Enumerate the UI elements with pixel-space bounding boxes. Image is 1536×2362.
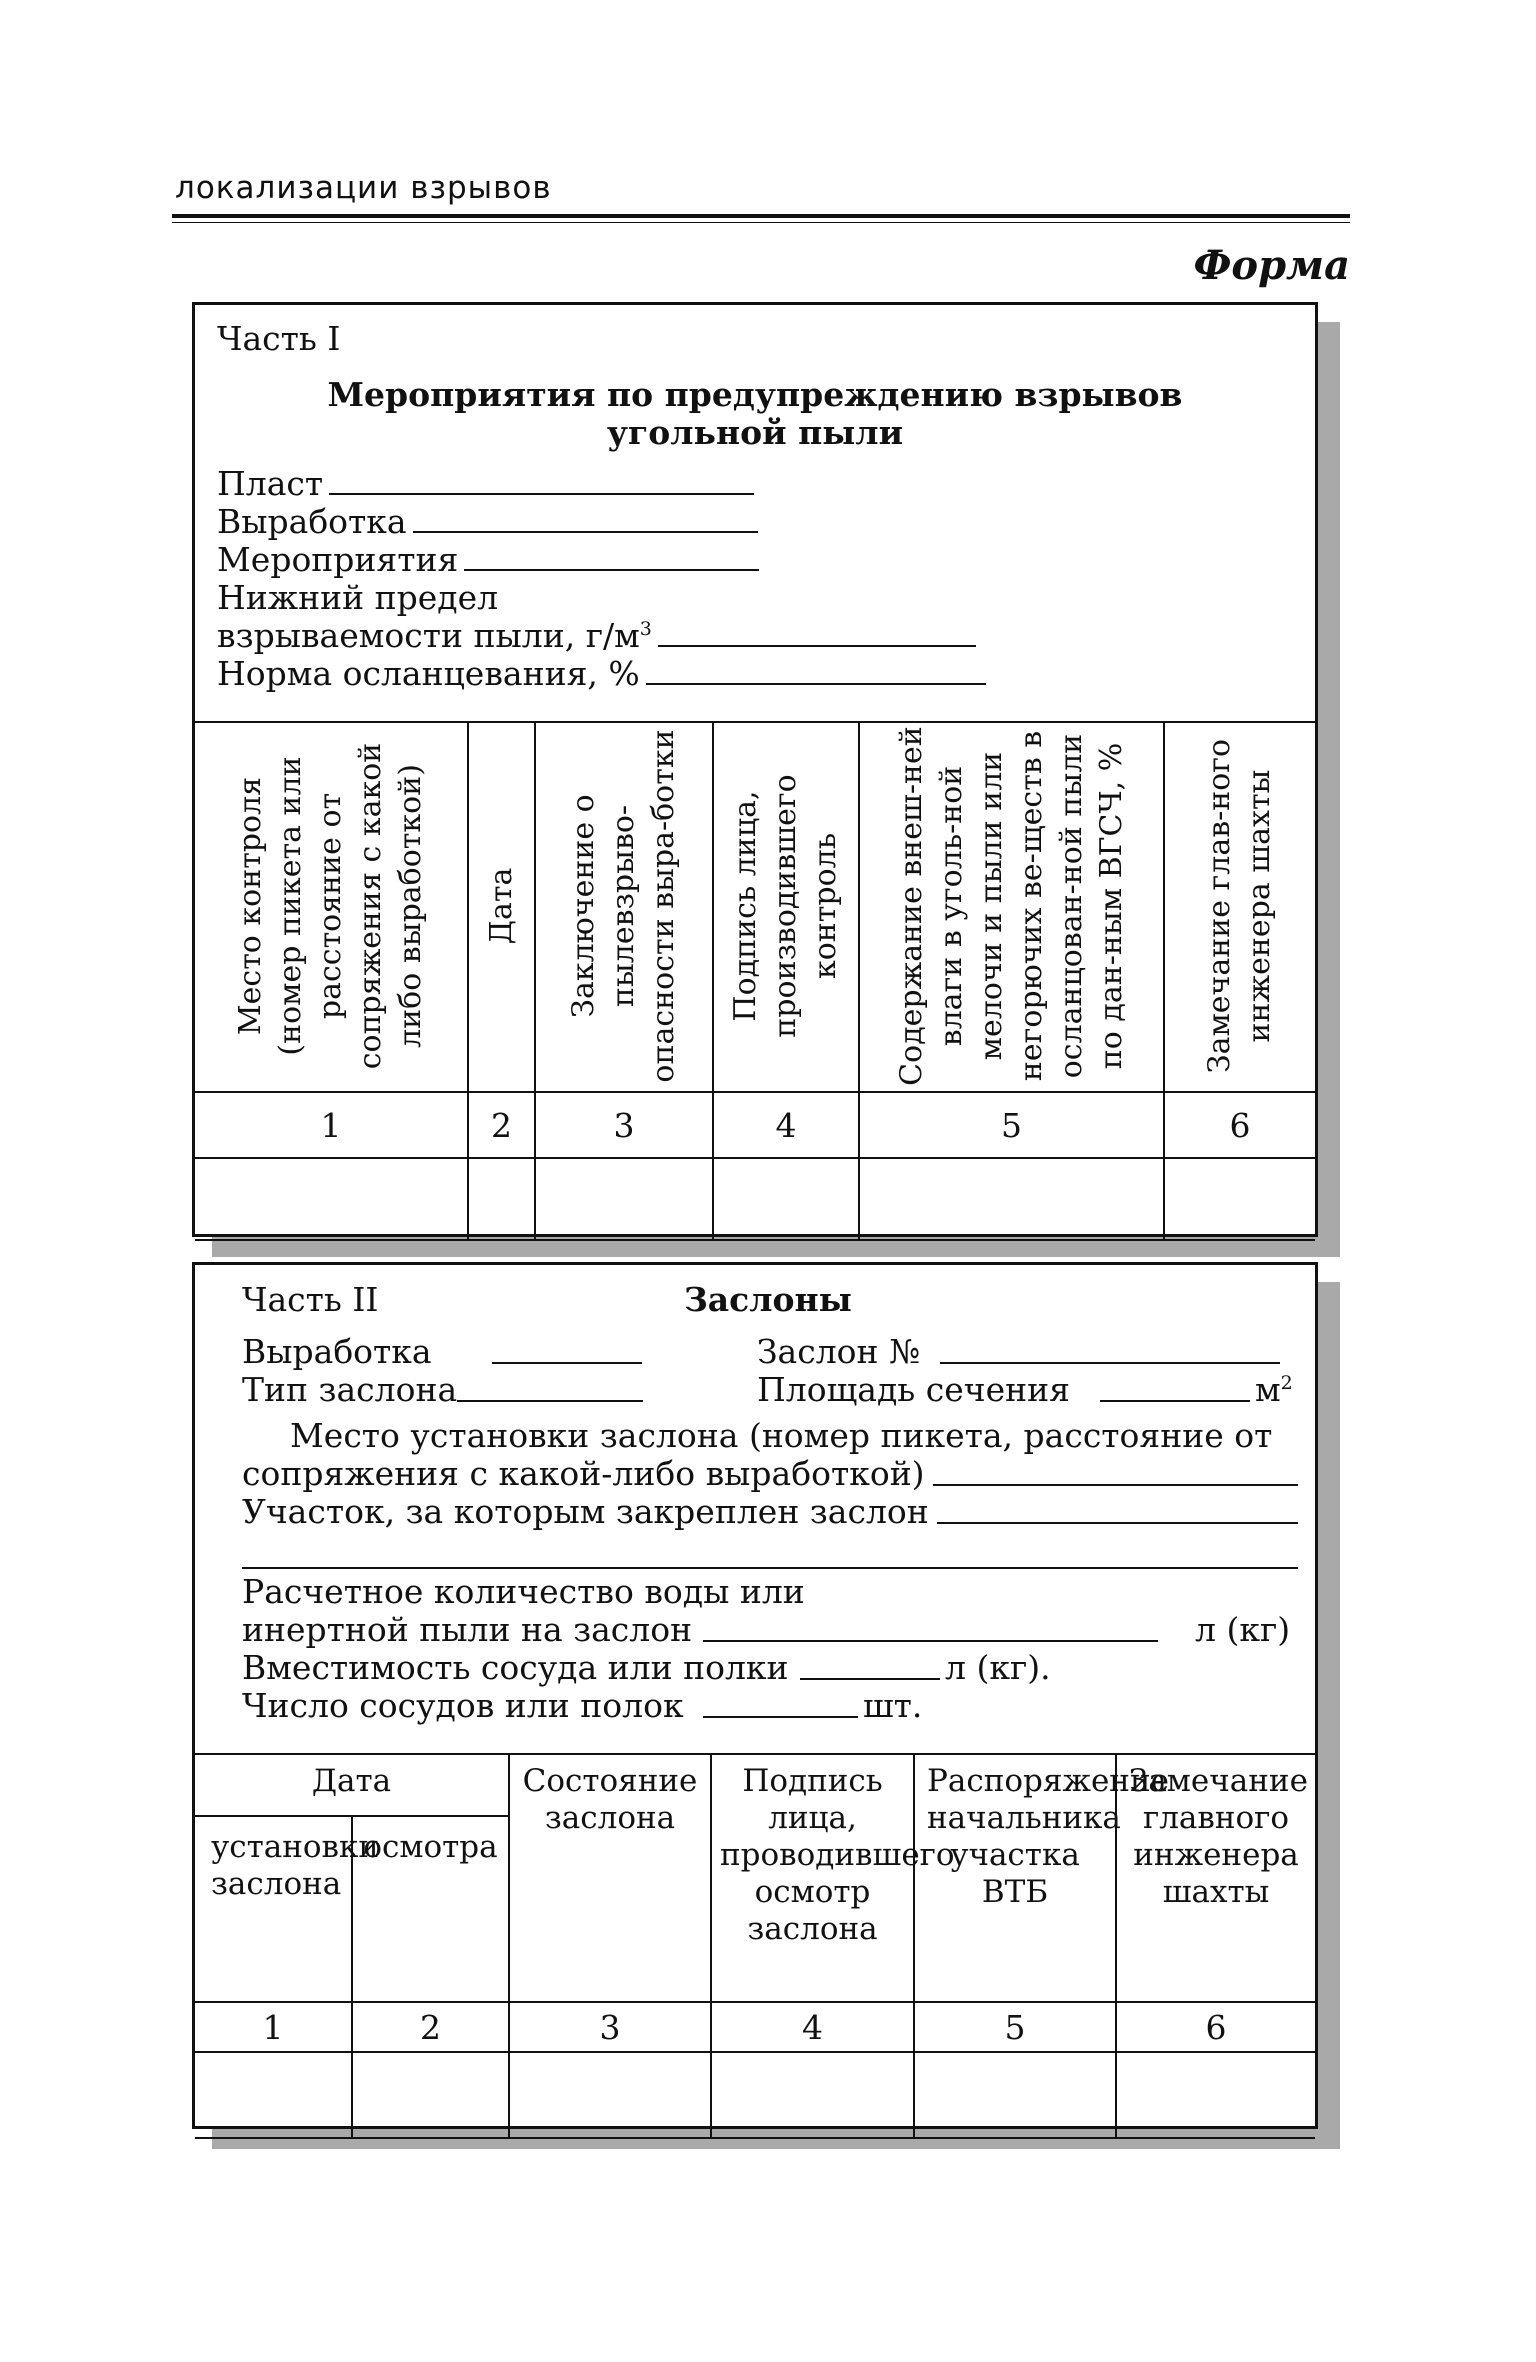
col-number: 1: [195, 1092, 468, 1158]
field-location-line[interactable]: [933, 1484, 1298, 1486]
field-working-label-2: Выработка: [242, 1332, 432, 1371]
col-header-signature: Подпись лица, производившего контроль: [713, 721, 859, 1092]
table-cell-empty[interactable]: [195, 2052, 352, 2138]
col-number: 3: [535, 1092, 713, 1158]
field-section-line-2[interactable]: [242, 1567, 1298, 1569]
table-cell-empty[interactable]: [468, 1158, 535, 1240]
field-stone-dust-norm[interactable]: [217, 655, 986, 693]
part1-table: [195, 721, 1315, 1241]
part1-form: [192, 302, 1318, 1237]
table-cell-empty[interactable]: [535, 1158, 713, 1240]
col-header-date-inspect: осмотра: [352, 1816, 509, 2002]
table-cell-empty[interactable]: [1116, 2052, 1315, 2138]
field-lower-limit-label: Нижний предел: [217, 578, 499, 617]
field-measures[interactable]: [217, 541, 759, 579]
field-section-line[interactable]: [937, 1522, 1298, 1524]
col-number: 5: [859, 1092, 1164, 1158]
field-working-label: Выработка: [217, 502, 407, 541]
table-cell-empty[interactable]: [1164, 1158, 1315, 1240]
table-cell-empty[interactable]: [711, 2052, 914, 2138]
part2-shadow-right: [1318, 1282, 1340, 2149]
field-vessels-line[interactable]: [703, 1716, 858, 1718]
header-rule-thin: [172, 222, 1350, 223]
part2-label: Часть II: [242, 1280, 379, 1319]
part2-header: [195, 1265, 1315, 1755]
section-label: Участок, за которым закреплен заслон: [242, 1492, 929, 1531]
field-lower-limit-text: взрываемости пыли, г/м: [217, 616, 640, 655]
part2-form: [192, 1262, 1318, 2129]
field-lower-limit[interactable]: [217, 617, 976, 655]
col-header-date: Дата: [468, 721, 535, 1092]
col-number: 2: [352, 2002, 509, 2052]
part1-header: [195, 305, 1315, 723]
calc-text-2: инертной пыли на заслон: [242, 1610, 693, 1649]
part2-title: Заслоны: [684, 1280, 852, 1319]
calc-unit: л (кг): [1195, 1610, 1291, 1649]
col-header-remark: Замечание главного инженера шахты: [1116, 1753, 1315, 2002]
field-stone-dust-label: Норма осланцевания, %: [217, 654, 640, 693]
table-cell-empty[interactable]: [713, 1158, 859, 1240]
part1-title-line1: Мероприятия по предупреждению взрывов: [327, 375, 1183, 414]
col-header-date: Дата: [195, 1753, 509, 1816]
cross-section-unit: $м^2$: [1255, 1370, 1293, 1409]
unit-superscript: 3: [639, 618, 652, 640]
field-seam[interactable]: [217, 465, 754, 503]
table-cell-empty[interactable]: [195, 1158, 468, 1240]
col-header-signature: Подпись лица, проводившего осмотр заслона: [711, 1753, 914, 2002]
col-number: 4: [713, 1092, 859, 1158]
col-header-date-install: установки заслона: [195, 1816, 352, 2002]
field-barrier-type-label: Тип заслона: [242, 1370, 458, 1409]
col-header-conclusion: Заключение о пылевзрыво-опасности выра-ботки: [535, 721, 713, 1092]
field-barrier-no-line[interactable]: [940, 1362, 1280, 1364]
col-header-state: Состояние заслона: [509, 1753, 711, 2002]
location-text-2: сопряжения с какой-либо выработкой): [242, 1454, 925, 1493]
col-header-control-place: Место контроля (номер пикета или расстояние от сопряжения с какой либо выработкой): [195, 721, 468, 1092]
col-number: 1: [195, 2002, 352, 2052]
col-header-moisture: Содержание внеш-ней влаги в уголь-ной мелочи и пыли или негорючих ве-ществ в осланцован-ной пыли по дан-ным ВГСЧ, %: [859, 721, 1164, 1092]
col-header-remark: Замечание глав-ного инженера шахты: [1164, 721, 1315, 1092]
field-cross-section-label: Площадь сечения: [757, 1370, 1070, 1409]
part1-title: [195, 376, 1315, 452]
col-number: 6: [1116, 2002, 1315, 2052]
vessels-unit: шт.: [863, 1686, 923, 1725]
table-cell-empty[interactable]: [509, 2052, 711, 2138]
field-working-line[interactable]: [492, 1362, 642, 1364]
col-number: 4: [711, 2002, 914, 2052]
header-rule: [172, 214, 1350, 218]
field-capacity-line[interactable]: [800, 1678, 940, 1680]
part1-shadow-right: [1318, 322, 1340, 1257]
table-cell-empty[interactable]: [914, 2052, 1116, 2138]
table-cell-empty[interactable]: [352, 2052, 509, 2138]
capacity-label: Вместимость сосуда или полки: [242, 1648, 789, 1687]
form-label: Форма: [1193, 242, 1350, 289]
col-number: 5: [914, 2002, 1116, 2052]
field-measures-label: Мероприятия: [217, 540, 459, 579]
part1-label: Часть I: [217, 319, 341, 358]
field-working[interactable]: [217, 503, 758, 541]
col-number: 3: [509, 2002, 711, 2052]
field-barrier-no-label: Заслон №: [757, 1332, 921, 1371]
vessels-label: Число сосудов или полок: [242, 1686, 684, 1725]
location-text-1: Место установки заслона (номер пикета, расстояние от: [290, 1416, 1273, 1455]
part1-title-line2: угольной пыли: [606, 413, 904, 452]
field-calc-line[interactable]: [703, 1640, 1158, 1642]
table-cell-empty[interactable]: [859, 1158, 1164, 1240]
field-cross-section-line[interactable]: [1100, 1400, 1250, 1402]
col-header-order: Распоряжение начальника участка ВТБ: [914, 1753, 1116, 2002]
col-number: 6: [1164, 1092, 1315, 1158]
field-barrier-type-line[interactable]: [457, 1400, 643, 1402]
col-number: 2: [468, 1092, 535, 1158]
capacity-unit: л (кг).: [945, 1648, 1051, 1687]
calc-text-1: Расчетное количество воды или: [242, 1572, 805, 1611]
running-header: локализации взрывов: [175, 170, 552, 206]
part2-table: [195, 1753, 1315, 2139]
field-seam-label: Пласт: [217, 464, 324, 503]
